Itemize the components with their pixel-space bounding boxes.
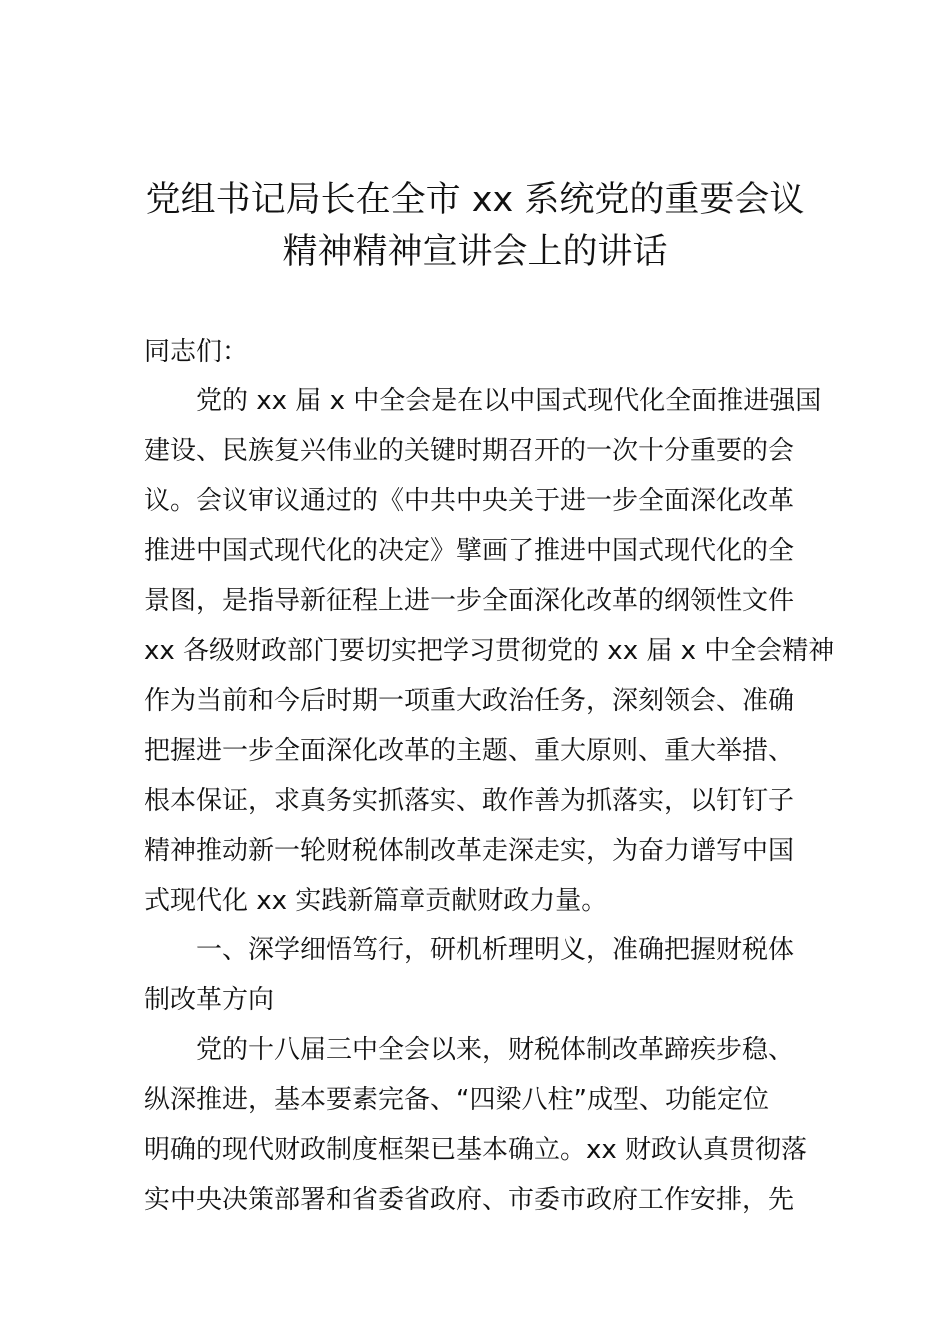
paragraph-line: 议。会议审议通过的《中共中央关于进一步全面深化改革 [144, 486, 795, 516]
paragraph-line: 党的 xx 届 x 中全会是在以中国式现代化全面推进强国 [196, 386, 822, 416]
section-heading-line: 一、深学细悟笃行，研机析理明义，准确把握财税体 [196, 935, 795, 965]
paragraph-line: 实中央决策部署和省委省政府、市委市政府工作安排，先 [144, 1185, 795, 1215]
paragraph-line: 把握进一步全面深化改革的主题、重大原则、重大举措、 [144, 736, 795, 766]
document-title-line-2: 精神精神宣讲会上的讲话 [282, 232, 668, 272]
paragraph-line: 式现代化 xx 实践新篇章贡献财政力量。 [144, 886, 608, 916]
section-heading-line: 制改革方向 [144, 985, 275, 1015]
paragraph-line: 建设、民族复兴伟业的关键时期召开的一次十分重要的会 [144, 436, 795, 466]
paragraph-line: 精神推动新一轮财税体制改革走深走实，为奋力谱写中国 [144, 836, 795, 866]
document-title-line-1: 党组书记局长在全市 xx 系统党的重要会议 [145, 180, 805, 220]
paragraph-line: 明确的现代财政制度框架已基本确立。xx 财政认真贯彻落 [144, 1135, 808, 1165]
paragraph-line: 作为当前和今后时期一项重大政治任务，深刻领会、准确 [144, 686, 795, 716]
paragraph-line: 根本保证，求真务实抓落实、敢作善为抓落实，以钉钉子 [144, 786, 795, 816]
salutation: 同志们： [144, 337, 249, 367]
paragraph-line: 党的十八届三中全会以来，财税体制改革蹄疾步稳、 [196, 1035, 795, 1065]
paragraph-line: 推进中国式现代化的决定》擘画了推进中国式现代化的全 [144, 536, 795, 566]
paragraph-line: 纵深推进，基本要素完备、“四梁八柱”成型、功能定位 [144, 1085, 769, 1115]
paragraph-line: xx 各级财政部门要切实把学习贯彻党的 xx 届 x 中全会精神 [144, 636, 835, 666]
paragraph-line: 景图，是指导新征程上进一步全面深化改革的纲领性文件 [144, 586, 795, 616]
